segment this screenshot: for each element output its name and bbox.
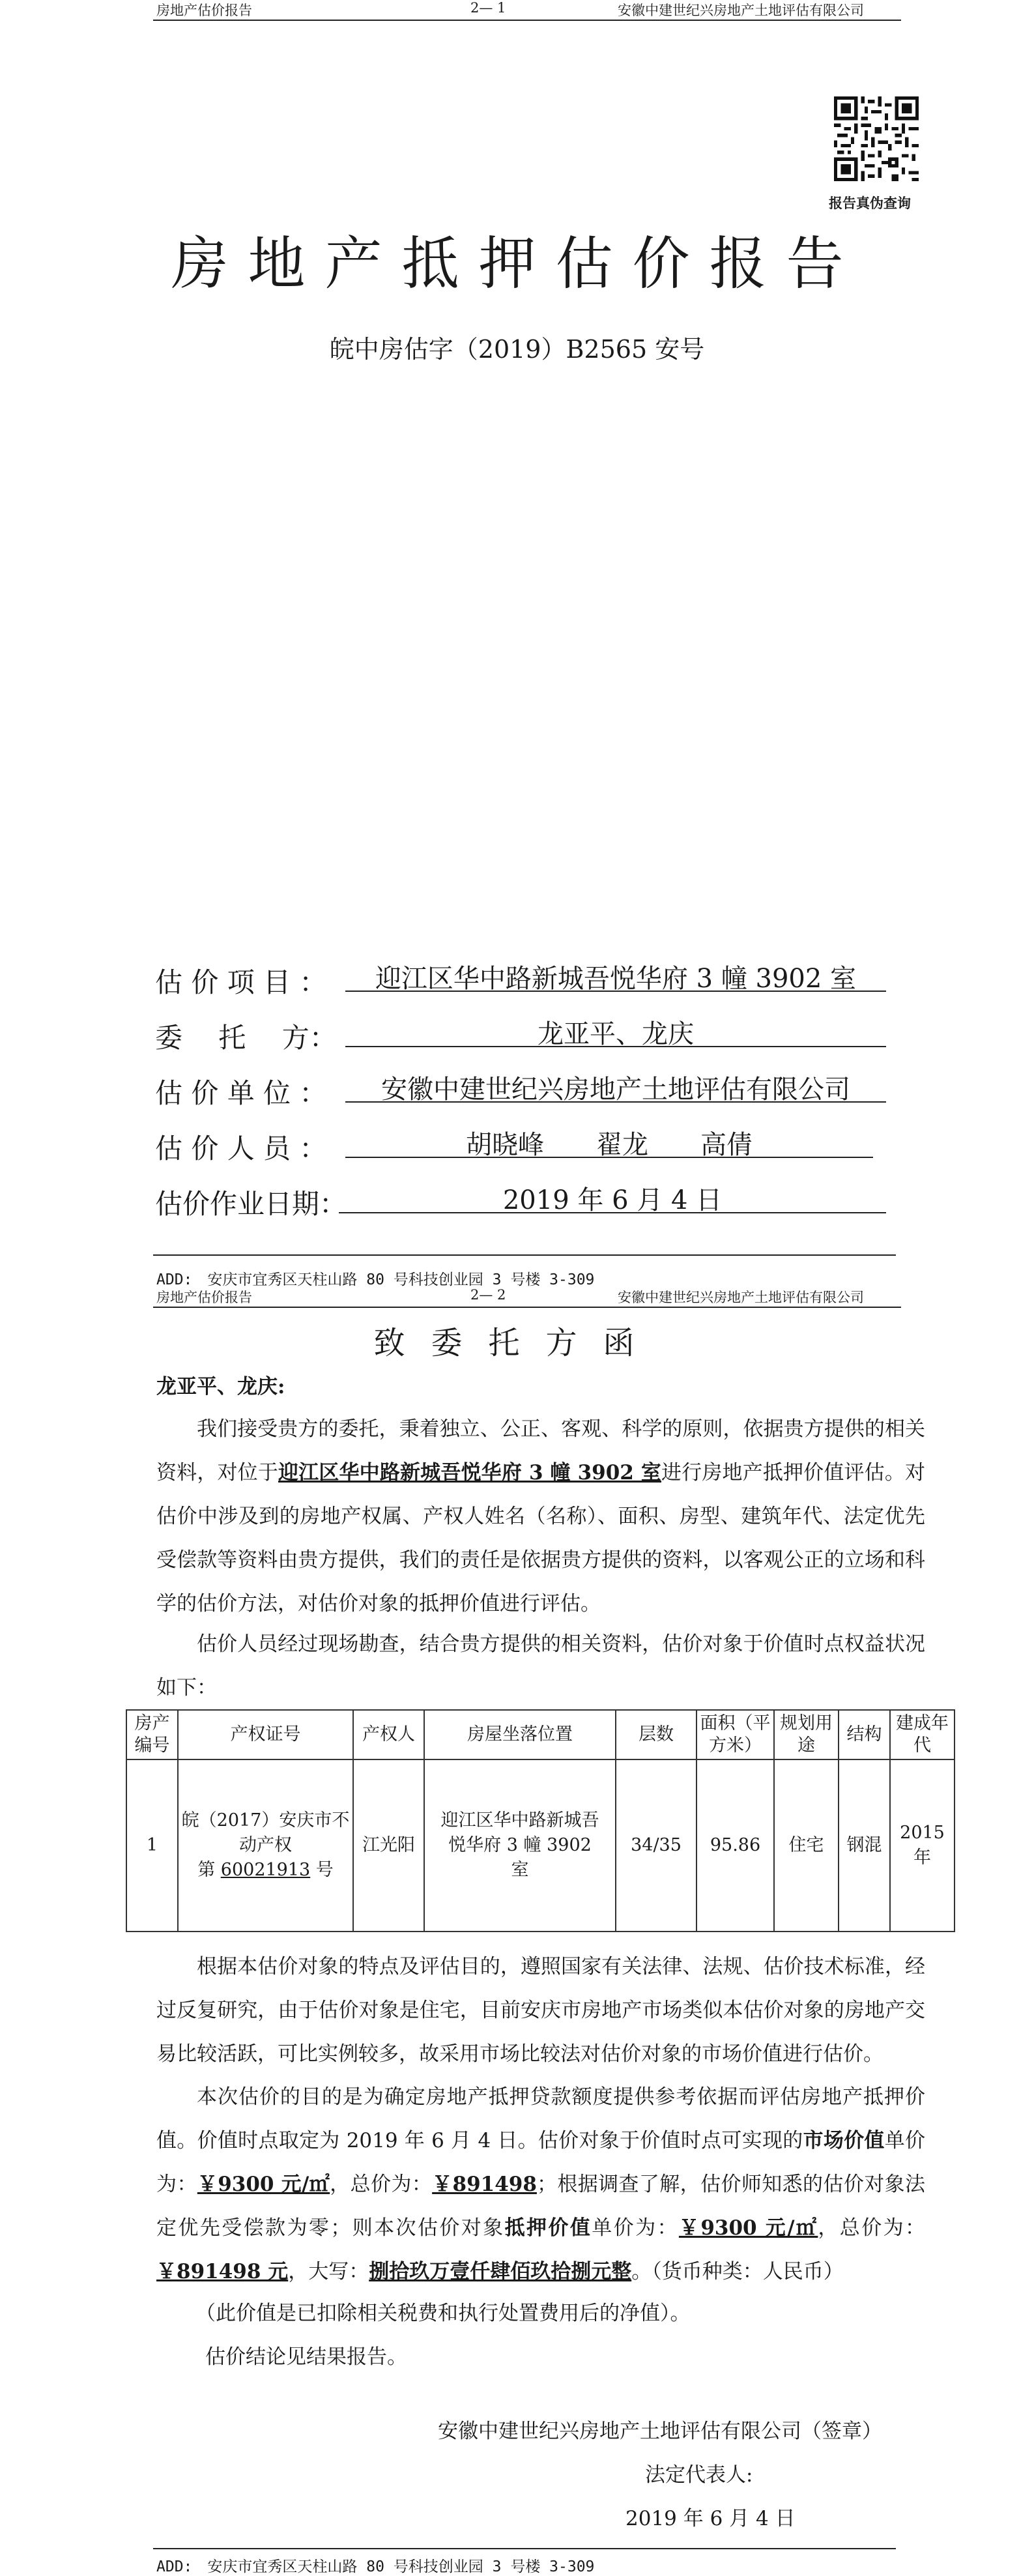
col-header-area: 面积（平方米） [697, 1710, 774, 1759]
table-row [126, 1759, 955, 1932]
market-total-price: ￥891498 [432, 2173, 537, 2196]
qr-code-icon[interactable] [834, 96, 919, 181]
page2-header-page: 2— 2 [470, 1287, 506, 1303]
field-value-client: 龙亚平、龙庆 [345, 1013, 886, 1047]
mortgage-unit-price: ￥9300 元/㎡ [678, 2216, 818, 2240]
field-label-work-date: 估价作业日期： [155, 1188, 347, 1220]
page1-header-rule [153, 20, 901, 21]
field-label-client: 委 托 方： [155, 1022, 337, 1054]
col-header-year: 建成年代 [890, 1710, 955, 1759]
col-header-location: 房屋坐落位置 [424, 1710, 616, 1759]
paragraph-3: 根据本估价对象的特点及评估目的，遵照国家有关法律、法规、估价技术标准，经过反复研究，由于估价对象是住宅，目前安庆市房地产市场类似本估价对象的房地产交易比较活跃，可比实例较多，故采用市场比较法对估价对象的市场价值进行估价。 [156, 1955, 925, 2066]
col-header-no: 房产编号 [126, 1710, 178, 1759]
page2-header-left: 房地产估价报告 [156, 1290, 252, 1305]
col-header-floors: 层数 [616, 1710, 697, 1759]
salutation: 龙亚平、龙庆: [156, 1375, 285, 1398]
report-number: 皖中房估字（2019）B2565 安号 [329, 335, 705, 364]
cell-structure: 钢混 [839, 1759, 890, 1932]
page1-header-page: 2— 1 [470, 0, 506, 16]
paragraph-6: 估价结论见结果报告。 [205, 2345, 407, 2369]
cell-location: 迎江区华中路新城吾悦华府 3 幢 3902 室 [424, 1759, 616, 1932]
page1-header-right: 安徽中建世纪兴房地产土地评估有限公司 [618, 3, 864, 18]
field-label-appraiser-org: 估 价 单 位 ： [155, 1077, 327, 1109]
page2-header-right: 安徽中建世纪兴房地产土地评估有限公司 [618, 1290, 864, 1305]
cert-number: 60021913 [220, 1860, 311, 1880]
cell-owner: 江光阳 [353, 1759, 424, 1932]
market-unit-price: ￥9300 元/㎡ [197, 2173, 330, 2196]
cell-year: 2015 年 [890, 1759, 955, 1932]
field-value-appraiser-org: 安徽中建世纪兴房地产土地评估有限公司 [345, 1069, 886, 1103]
col-header-use: 规划用途 [774, 1710, 839, 1759]
signature-date: 2019 年 6 月 4 日 [625, 2507, 796, 2530]
cell-area: 95.86 [697, 1759, 774, 1932]
field-value-work-date: 2019 年 6 月 4 日 [339, 1179, 886, 1213]
col-header-owner: 产权人 [353, 1710, 424, 1759]
cell-use: 住宅 [774, 1759, 839, 1932]
paragraph-5: （此价值是已扣除相关税费和执行处置费用后的净值）。 [195, 2302, 691, 2325]
page2-footer-address: ADD: 安庆市宜秀区天柱山路 80 号科技创业园 3 号楼 3-309 [156, 2558, 595, 2575]
total-in-words: 捌拾玖万壹仟肆佰玖拾捌元整 [369, 2260, 632, 2283]
page2-header-rule [153, 1307, 901, 1308]
field-label-appraisers: 估 价 人 员 ： [155, 1133, 327, 1165]
page1-footer-address: ADD: 安庆市宜秀区天柱山路 80 号科技创业园 3 号楼 3-309 [156, 1271, 595, 1288]
market-value-label: 市场价值 [803, 2129, 885, 2152]
signature-representative: 法定代表人: [645, 2463, 753, 2487]
property-table [126, 1709, 955, 1932]
col-header-cert: 产权证号 [178, 1710, 353, 1759]
signature-company: 安徽中建世纪兴房地产土地评估有限公司（签章） [438, 2420, 882, 2443]
page1-header-left: 房地产估价报告 [156, 3, 252, 18]
property-address: 迎江区华中路新城吾悦华府 3 幢 3902 室 [278, 1461, 662, 1484]
cell-no: 1 [126, 1759, 178, 1932]
letter-title: 致委托方函 [373, 1325, 661, 1361]
paragraph-1: 我们接受贵方的委托，秉着独立、公正、客观、科学的原则，依据贵方提供的相关资料，对位于迎江区华中路新城吾悦华府 3 幢 3902 室进行房地产抵押价值评估。对估价中涉及到的房地产权属、产权人姓名（名称）、面积、房型、建筑年代、法定优先受偿款等资料由贵方提供，我们的责任是依据贵方提供的资料，以客观公正的立场和科学的估价方法，对估价对象的抵押价值进行评估。 [156, 1417, 926, 1615]
mortgage-value-label: 抵押价值 [504, 2216, 592, 2240]
field-value-project: 迎江区华中路新城吾悦华府 3 幢 3902 室 [345, 958, 886, 992]
field-value-appraisers: 胡晓峰 翟龙 高倩 [345, 1124, 873, 1158]
paragraph-4: 本次估价的目的是为确定房地产抵押贷款额度提供参考依据而评估房地产抵押价值。价值时点取定为 2019 年 6 月 4 日。估价对象于价值时点可实现的市场价值单价为：￥9300 元/㎡，总价为：￥891498；根据调查了解，估价师知悉的估价对象法定优先受偿款为零；则本次估价对象抵押价值单价为：￥9300 元/㎡，总价为：￥891498 元，大写：捌拾玖万壹仟肆佰玖拾捌元整。（货币种类：人民币） [156, 2085, 926, 2283]
field-label-project: 估 价 项 目 ： [155, 966, 327, 998]
cell-cert: 皖（2017）安庆市不动产权 第 60021913 号 [178, 1759, 353, 1932]
qr-caption: 报告真伪查询 [829, 195, 911, 211]
mortgage-total-price: ￥891498 元 [156, 2260, 289, 2283]
table-header-row [126, 1710, 955, 1759]
page2-footer-rule [153, 2548, 896, 2549]
col-header-structure: 结构 [839, 1710, 890, 1759]
page1-footer-rule [153, 1254, 896, 1256]
paragraph-2: 估价人员经过现场勘查，结合贵方提供的相关资料，估价对象于价值时点权益状况如下： [156, 1632, 925, 1700]
cell-floors: 34/35 [616, 1759, 697, 1932]
report-title: 房地产抵押估价报告 [171, 230, 863, 297]
